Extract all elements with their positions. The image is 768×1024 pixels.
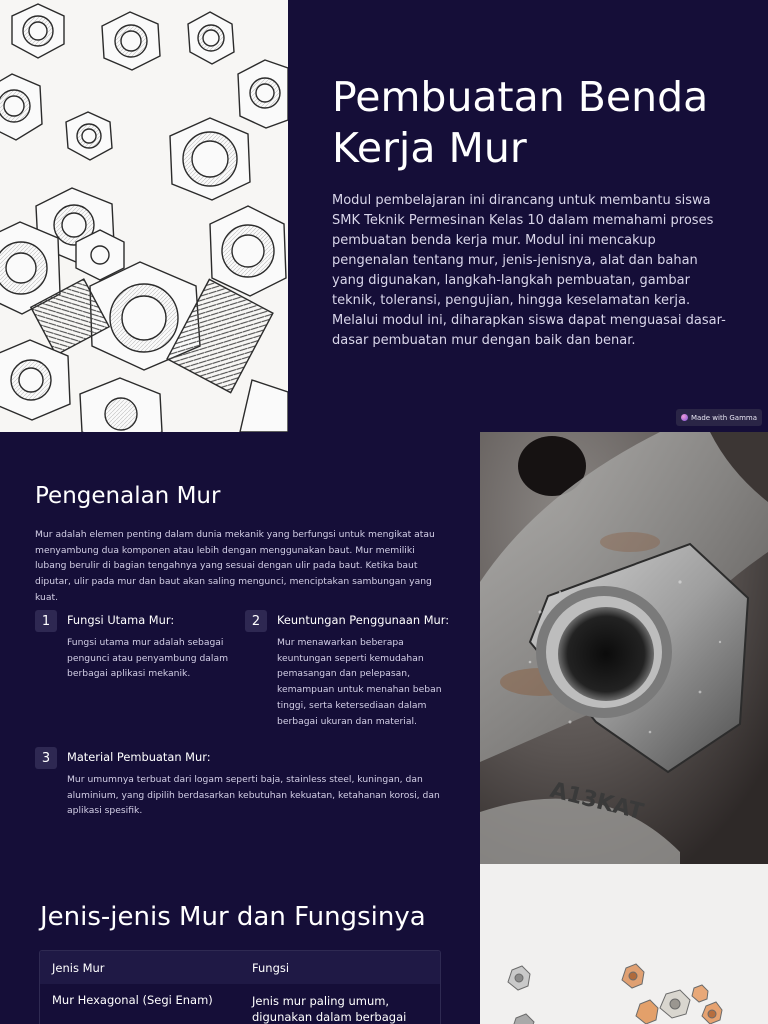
item-title: Keuntungan Penggunaan Mur:	[277, 613, 450, 627]
slide-title	[0, 0, 768, 432]
item-title: Fungsi Utama Mur:	[67, 613, 175, 627]
colored-nuts-photo	[480, 864, 768, 1024]
steel-nut-illustration	[480, 432, 768, 864]
steel-nut-photo	[480, 432, 768, 864]
nut-types-table	[39, 950, 441, 1024]
nuts-sketch-illustration	[0, 0, 288, 432]
table-row	[40, 984, 440, 1024]
table-cell: Jenis mur paling umum, digunakan dalam berbagai	[252, 994, 407, 1024]
intro-paragraph: Mur adalah elemen penting dalam dunia mekanik yang berfungsi untuk mengikat atau menyambung dua komponen atau lebih dengan menggunakan baut. Mur memiliki lubang berulir di bagian tengahnya yang sesuai dengan ulir pada baut. Ketika baut diputar, ulir pada mur dan baut akan saling mengunci, menciptakan sambungan yang kuat.	[35, 529, 435, 603]
table-cell: Mur Hexagonal (Segi Enam)	[52, 993, 213, 1007]
item-title: Material Pembuatan Mur:	[67, 750, 211, 764]
table-header	[40, 951, 440, 984]
page-title: Pembuatan Benda Kerja Mur	[332, 73, 709, 172]
item-text: Fungsi utama mur adalah sebagai pengunci atau penyambung dalam berbagai aplikasi mekanik.	[67, 637, 229, 680]
item-number: 2	[245, 610, 267, 632]
item-text: Mur menawarkan beberapa keuntungan seperti kemudahan pemasangan dan pelepasan, kemampuan untuk menahan beban tinggi, serta ketersediaan dalam berbagai ukuran dan material.	[277, 637, 442, 727]
engraving-text: A13KAT	[547, 777, 646, 826]
gamma-logo-icon	[681, 414, 688, 421]
section-title-jenis: Jenis-jenis Mur dan Fungsinya	[40, 902, 426, 932]
item-text: Mur umumnya terbuat dari logam seperti baja, stainless steel, kuningan, dan aluminium, yang dipilih berdasarkan kebutuhan kekuatan, ketahanan korosi, dan aplikasi spesifik.	[67, 774, 440, 817]
column-header: Fungsi	[252, 960, 290, 975]
slide-introduction	[0, 432, 768, 864]
column-header: Jenis Mur	[52, 960, 105, 975]
item-number: 3	[35, 747, 57, 769]
item-number: 1	[35, 610, 57, 632]
badge-label: Made with Gamma	[691, 413, 758, 422]
section-title-pengenalan: Pengenalan Mur	[35, 483, 221, 509]
made-with-gamma-badge[interactable]	[676, 409, 762, 426]
nuts-sketch-image	[0, 0, 288, 432]
module-description: Modul pembelajaran ini dirancang untuk membantu siswa SMK Teknik Permesinan Kelas 10 dalam memahami proses pembuatan benda kerja mur. Modul ini mencakup pengenalan tentang mur, jenis-jenisnya, alat dan bahan yang digunakan, langkah-langkah pembuatan, gambar teknik, toleransi, pengujian, hingga keselamatan kerja. Melalui modul ini, diharapkan siswa dapat menguasai dasar-dasar pembuatan mur dengan baik dan benar.	[332, 193, 726, 348]
colored-nuts-illustration	[480, 864, 768, 1024]
slide-nut-types	[0, 864, 768, 1024]
